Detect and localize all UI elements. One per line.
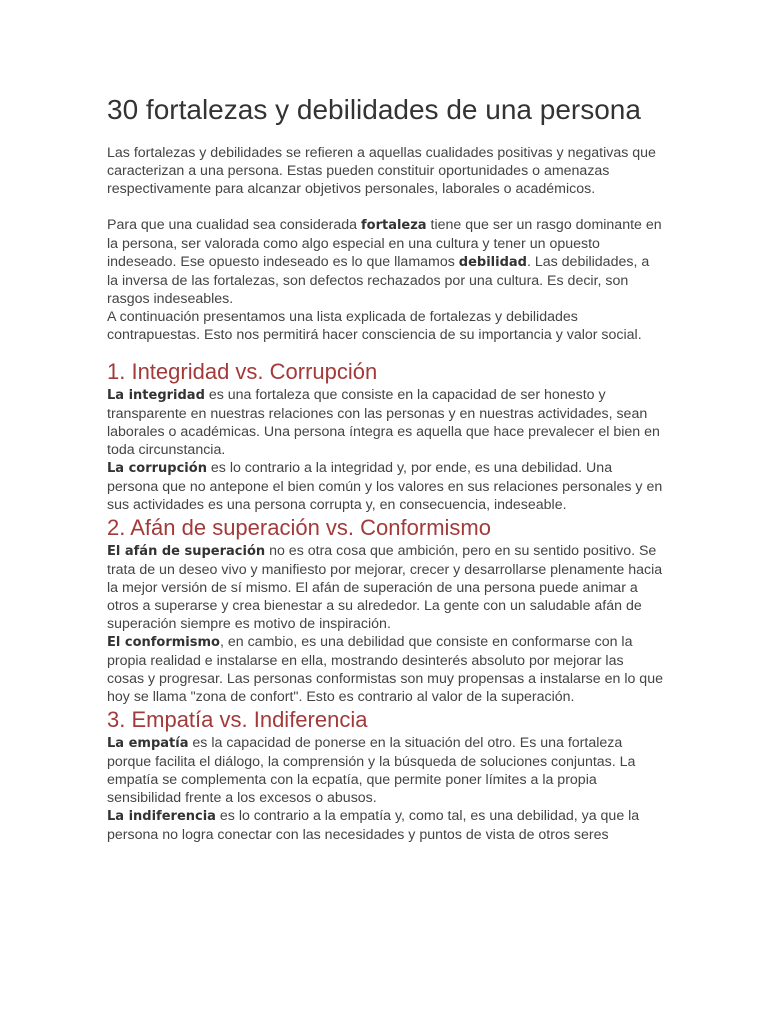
section-3-weakness (107, 807, 663, 844)
section-1-strength-text: es una fortaleza que consiste en la capacidad de ser honesto y transparente en nuestras relaciones con las personas y en nuestras actividades, sean laborales o académicas. Una persona íntegra es aquella que hace prevalecer el bien en toda circunstancia. (107, 387, 660, 458)
section-3-strength-text: es la capacidad de ponerse en la situación del otro. Es una fortaleza porque facilita el diálogo, la comprensión y la búsqueda de soluciones conjuntas. La empatía se complementa con la ecpatía, que permite poner límites a la propia sensibilidad frente a los excesos o abusos. (107, 735, 636, 806)
intro-paragraph-3: A continuación presentamos una lista explicada de fortalezas y debilidades contrapuestas. Esto nos permitirá hacer consciencia de su importancia y valor social. (107, 309, 642, 343)
section-1-weakness (107, 459, 663, 514)
section-heading-1: 1. Integridad vs. Corrupción (107, 359, 378, 384)
section-2-weakness-term: El conformismo (107, 635, 220, 650)
section-3-weakness-term: La indiferencia (107, 809, 216, 824)
intro-paragraph-2 (107, 216, 663, 308)
section-3-weakness-text: es lo contrario a la empatía y, como tal, es una debilidad, ya que la persona no logra conectar con las necesidades y puntos de vista de otros seres (107, 808, 640, 843)
section-heading-3: 3. Empatía vs. Indiferencia (107, 707, 368, 732)
section-1-weakness-term: La corrupción (107, 461, 207, 476)
section-2-strength (107, 542, 663, 633)
document-page (107, 92, 663, 844)
page-title: 30 fortalezas y debilidades de una persona (107, 94, 641, 125)
section-2-strength-text: no es otra cosa que ambición, pero en su sentido positivo. Se trata de un deseo vivo y manifiesto por mejorar, crecer y desarrollarse plenamente hacia la mejor versión de sí mismo. El afán de superación de una persona puede animar a otros a superarse y crea bienestar a su alrededor. La gente con un saludable afán de superación siempre es motivo de inspiración. (107, 543, 663, 632)
intro-p2-text-a: Para que una cualidad sea considerada (107, 217, 361, 233)
section-1-weakness-text: es lo contrario a la integridad y, por ende, es una debilidad. Una persona que no antepone el bien común y los valores en sus relaciones personales y en sus actividades es una persona corrupta y, en consecuencia, indeseable. (107, 460, 663, 513)
section-2-weakness-text: , en cambio, es una debilidad que consiste en conformarse con la propia realidad e instalarse en ella, mostrando desinterés absoluto por mejorar las cosas y progresar. Las personas conformistas son muy propensas a instalarse en lo que hoy se llama "zona de confort". Esto es contrario al valor de la superación. (107, 634, 663, 705)
section-3-strength-term: La empatía (107, 736, 189, 751)
section-1-strength-term: La integridad (107, 388, 205, 403)
intro-p2-text-c: . Las debilidades, a la inversa de las fortalezas, son defectos rechazados por una cultura. Es decir, son rasgos indeseables. (107, 254, 650, 307)
intro-p2-text-b: tiene que ser un rasgo dominante en la persona, ser valorada como algo especial en una cultura y tener un opuesto indeseado. Ese opuesto indeseado es lo que llamamos (107, 217, 662, 270)
section-3-strength (107, 734, 663, 807)
section-1-strength (107, 386, 663, 459)
intro-p2-bold-fortaleza: fortaleza (360, 218, 427, 233)
intro-p2-bold-debilidad: debilidad (458, 255, 527, 270)
section-2-strength-term: El afán de superación (107, 544, 266, 559)
section-2-weakness (107, 633, 663, 706)
intro-paragraph-1: Las fortalezas y debilidades se refieren a aquellas cualidades positivas y negativas que caracterizan a una persona. Estas pueden constituir oportunidades o amenazas respectivamente para alcanzar objetivos personales, laborales o académicos. (107, 145, 656, 197)
paragraph-spacer (107, 198, 663, 216)
section-heading-2: 2. Afán de superación vs. Conformismo (107, 515, 491, 540)
